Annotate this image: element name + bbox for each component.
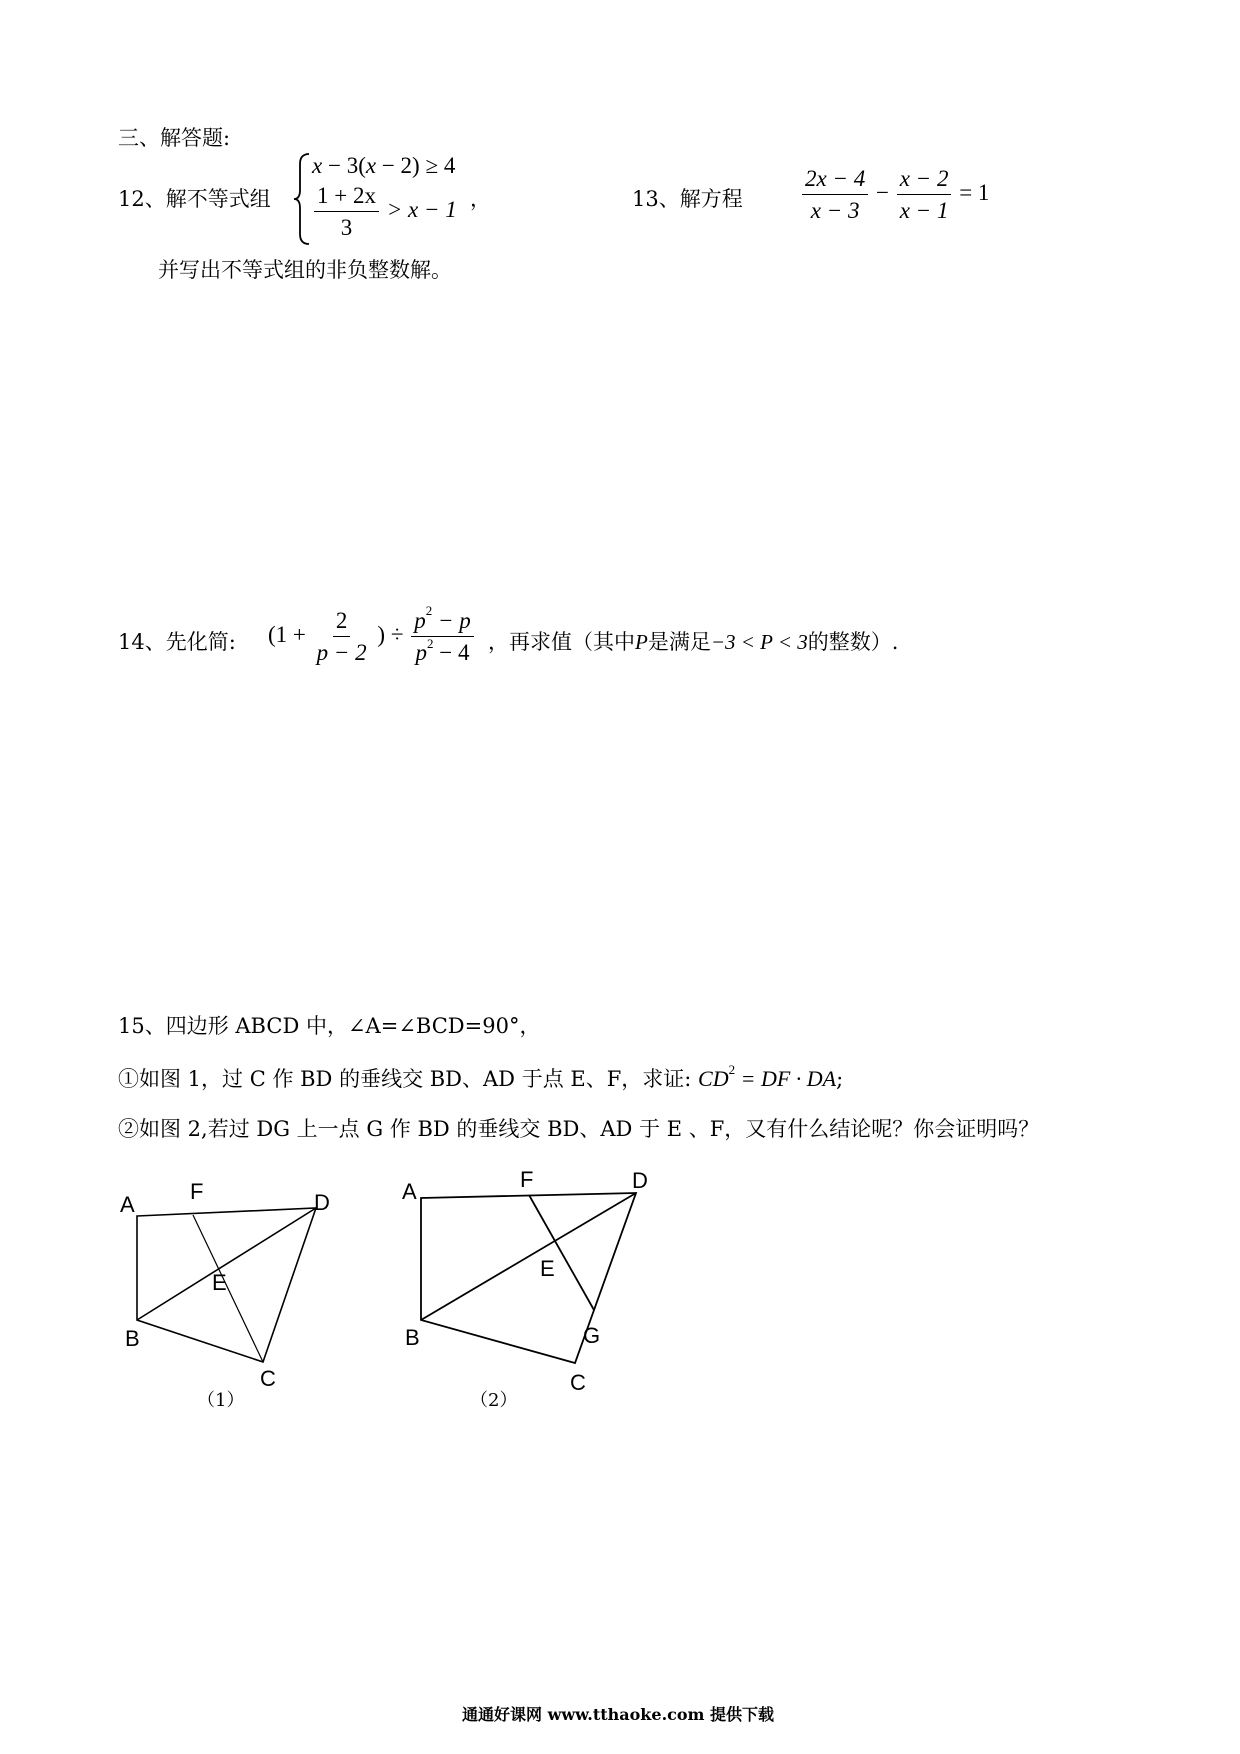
fig2-label-b: B bbox=[405, 1325, 420, 1350]
q12-inequality-2: $\frac{1 + 2x}{3}$ > x − 1 bbox=[312, 183, 457, 241]
page-footer: 通通好课网 www.tthaoke.com 提供下载 bbox=[462, 1705, 775, 1724]
q14-frac2-numerator: $p^2 - p$ bbox=[411, 608, 474, 637]
fig1-label-a: A bbox=[120, 1192, 135, 1217]
q12-inequality-1: x − 3(x − 2) ≥ 4 bbox=[312, 153, 456, 178]
q13-frac2-denominator: x − 1 bbox=[899, 198, 949, 224]
q13-frac1-denominator: x − 3 bbox=[810, 198, 860, 224]
fig2-segment-fg bbox=[529, 1195, 594, 1310]
fig1-label-e: E bbox=[212, 1270, 227, 1295]
q14-frac1-numerator: 2 bbox=[333, 608, 351, 637]
section-title: 三、解答题: bbox=[118, 126, 231, 150]
q12-label: 12、解不等式组 bbox=[118, 187, 271, 211]
q15-line2: ①如图 1，过 C 作 BD 的垂线交 BD、AD 于点 E、F，求证: $CD^2$ = DF · DA; bbox=[118, 1061, 844, 1091]
q14-frac2-denominator: $p^2 - 4$ bbox=[415, 635, 470, 666]
q15-line3: ②如图 2,若过 DG 上一点 G 作 BD 的垂线交 BD、AD 于 E 、F，又有什么结论呢？你会证明吗？ bbox=[118, 1117, 1040, 1141]
fig2-label-d: D bbox=[632, 1168, 648, 1193]
q13-label: 13、解方程 bbox=[632, 187, 743, 211]
q13-frac2-numerator: x − 2 bbox=[897, 166, 952, 195]
q14-condition: ，再求值（其中P是满足−3 < P < 3的整数）. bbox=[488, 630, 899, 654]
q14-label: 14、先化简: bbox=[118, 630, 236, 654]
fig2-quadrilateral bbox=[421, 1193, 636, 1363]
q14-expression: (1 + $\frac{2}{p - 2}$ ) ÷ $\frac{p^2 - p}{p^2 - 4}$ bbox=[268, 608, 476, 666]
fig1-segment-cf bbox=[193, 1215, 263, 1362]
fig2-diagonal-bd bbox=[421, 1193, 636, 1320]
fig2-label-a: A bbox=[402, 1179, 417, 1204]
figure-2 bbox=[390, 1155, 670, 1405]
figure-1 bbox=[110, 1160, 340, 1400]
q12-frac-numerator: 1 + 2x bbox=[314, 183, 379, 212]
q15-line1: 15、四边形 ABCD 中，∠A=∠BCD=90°， bbox=[118, 1014, 541, 1038]
q14-frac1-denominator: p − 2 bbox=[316, 640, 367, 666]
q13-frac1-numerator: 2x − 4 bbox=[802, 166, 868, 195]
fig1-label-d: D bbox=[314, 1190, 330, 1215]
fig1-label-c: C bbox=[260, 1366, 276, 1391]
fig2-label-c: C bbox=[570, 1370, 586, 1395]
figure-2-caption: （2） bbox=[470, 1390, 518, 1411]
fig2-label-f: F bbox=[520, 1167, 534, 1192]
fig2-label-e: E bbox=[540, 1256, 555, 1281]
system-brace bbox=[292, 152, 314, 246]
q12-frac-denominator: 3 bbox=[340, 215, 353, 241]
fig1-diagonal-bd bbox=[137, 1208, 316, 1320]
q12-instruction: 并写出不等式组的非负整数解。 bbox=[158, 258, 452, 282]
fig1-label-f: F bbox=[190, 1179, 204, 1204]
fig1-label-b: B bbox=[125, 1326, 140, 1351]
q12-comma: ， bbox=[470, 187, 491, 211]
q13-equation: $\frac{2x - 4}{x - 3}$ − $\frac{x - 2}{x - 1}$ = 1 bbox=[800, 166, 989, 224]
figure-1-caption: （1） bbox=[197, 1390, 245, 1411]
fig2-label-g: G bbox=[583, 1323, 601, 1348]
